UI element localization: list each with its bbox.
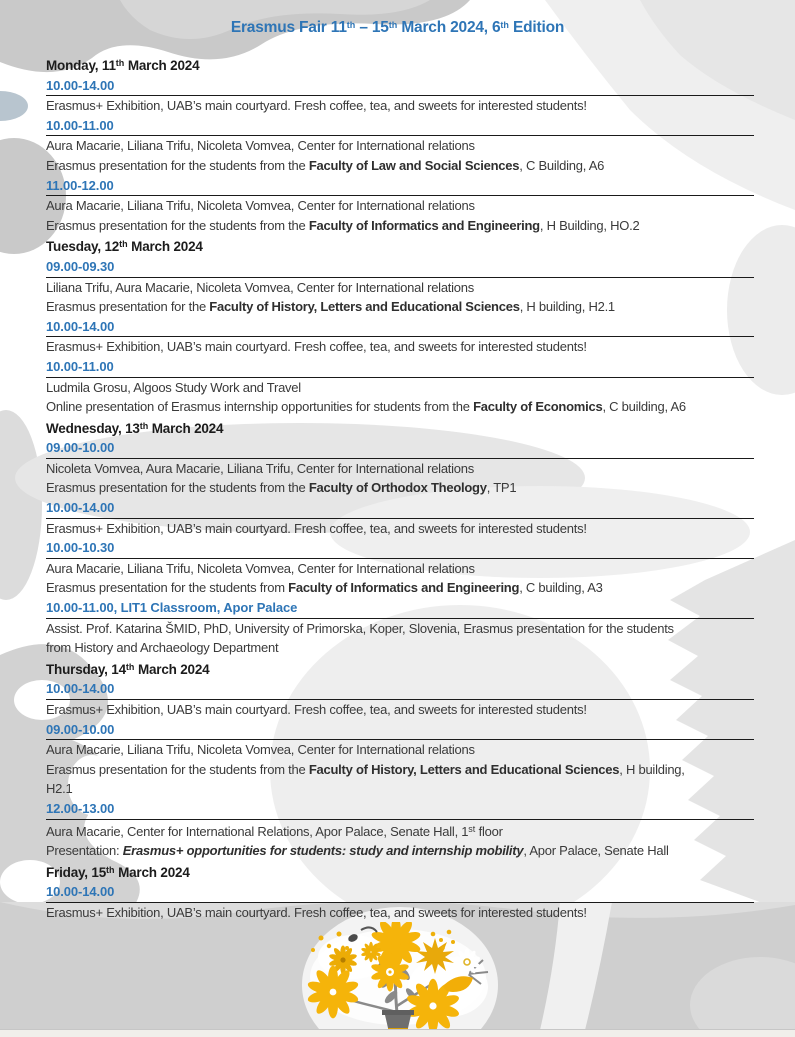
- time-slot-label: 10.00-10.30: [46, 540, 115, 556]
- time-slot-label: 10.00-11.00: [46, 358, 114, 374]
- event-description-block: [46, 277, 754, 317]
- event-description-block: [46, 195, 754, 235]
- time-slot-label: 10.00-11.00: [46, 117, 114, 133]
- event-description-line: Presentation: Erasmus+ opportunities for students: study and internship mobility, Apor Palace, Senate Hall: [46, 843, 669, 859]
- day-heading: Tuesday, 12th March 2024: [46, 239, 203, 255]
- event-description-line: H2.1: [46, 781, 73, 797]
- time-slot-label: 10.00-14.00: [46, 681, 115, 697]
- event-description-block: [46, 819, 754, 861]
- event-description-line: Erasmus presentation for the students from Faculty of Informatics and Engineering, C building, A3: [46, 580, 603, 596]
- event-description-block: [46, 518, 754, 539]
- event-description-line: Erasmus presentation for the students from the Faculty of Law and Social Sciences, C Building, A6: [46, 157, 605, 173]
- event-description-line: Liliana Trifu, Aura Macarie, Nicoleta Vomvea, Center for International relations: [46, 279, 475, 295]
- event-description-line: Aura Macarie, Liliana Trifu, Nicoleta Vomvea, Center for International relations: [46, 742, 475, 758]
- event-description-line: Aura Macarie, Liliana Trifu, Nicoleta Vomvea, Center for International relations: [46, 198, 475, 214]
- event-description-line: Aura Macarie, Liliana Trifu, Nicoleta Vomvea, Center for International relations: [46, 560, 475, 576]
- event-description-line: Assist. Prof. Katarina ŠMID, PhD, University of Primorska, Koper, Slovenia, Erasmus presentation for the students: [46, 620, 674, 636]
- time-slot-label: 10.00-14.00: [46, 318, 115, 334]
- flower-bouquet-illustration: [283, 922, 518, 1032]
- page-edge-strip: [0, 1029, 795, 1037]
- day-heading: Thursday, 14th March 2024: [46, 661, 210, 677]
- event-description-line: Erasmus presentation for the students from the Faculty of Orthodox Theology, TP1: [46, 480, 517, 496]
- event-description-block: [46, 135, 754, 175]
- time-slot-label: 10.00-14.00: [46, 77, 115, 93]
- event-description-block: [46, 902, 754, 923]
- event-description-line: Erasmus+ Exhibition, UAB’s main courtyard. Fresh coffee, tea, and sweets for interested students!: [46, 520, 587, 536]
- event-description-block: [46, 739, 754, 799]
- event-description-block: [46, 458, 754, 498]
- page-title: Erasmus Fair 11th – 15th March 2024, 6th Edition: [230, 19, 565, 36]
- schedule: [46, 54, 754, 923]
- time-slot-label: 10.00-11.00, LIT1 Classroom, Apor Palace: [46, 600, 298, 616]
- time-slot-label: 12.00-13.00: [46, 800, 115, 816]
- day-heading: Monday, 11th March 2024: [46, 58, 200, 73]
- event-description-line: Nicoleta Vomvea, Aura Macarie, Liliana Trifu, Center for International relations: [46, 460, 475, 476]
- event-description-block: [46, 336, 754, 357]
- event-description-line: Erasmus presentation for the students from the Faculty of History, Letters and Educational Sciences, H building,: [46, 761, 685, 777]
- event-description-line: Ludmila Grosu, Algoos Study Work and Travel: [46, 379, 301, 395]
- event-description-block: [46, 377, 754, 417]
- event-description-line: from History and Archaeology Department: [46, 640, 279, 656]
- event-description-line: Erasmus+ Exhibition, UAB’s main courtyard. Fresh coffee, tea, and sweets for interested students!: [46, 339, 587, 355]
- time-slot-label: 09.00-10.00: [46, 721, 115, 737]
- time-slot-label: 09.00-09.30: [46, 258, 115, 274]
- event-description-line: Erasmus+ Exhibition, UAB’s main courtyard. Fresh coffee, tea, and sweets for interested students!: [46, 904, 587, 920]
- time-slot-label: 10.00-14.00: [46, 500, 115, 516]
- day-heading: Friday, 15th March 2024: [46, 864, 190, 880]
- event-description-block: [46, 618, 754, 658]
- time-slot-label: 11.00-12.00: [46, 177, 114, 193]
- event-description-block: [46, 699, 754, 720]
- event-description-block: [46, 558, 754, 598]
- event-description-line: Aura Macarie, Center for International Relations, Apor Palace, Senate Hall, 1st floor: [46, 823, 503, 839]
- event-description-line: Erasmus+ Exhibition, UAB’s main courtyard. Fresh coffee, tea, and sweets for interested students!: [46, 702, 587, 717]
- event-description-line: Aura Macarie, Liliana Trifu, Nicoleta Vomvea, Center for International relations: [46, 138, 475, 154]
- event-description-line: Online presentation of Erasmus internship opportunities for students from the Faculty of Economics, C building, A6: [46, 399, 686, 415]
- event-description-line: Erasmus presentation for the Faculty of History, Letters and Educational Sciences, H building, H2.1: [46, 299, 615, 315]
- event-description-line: Erasmus presentation for the students from the Faculty of Informatics and Engineering, H Building, HO.2: [46, 217, 640, 233]
- event-description-block: [46, 95, 754, 116]
- day-heading: Wednesday, 13th March 2024: [46, 420, 224, 436]
- time-slot-label: 09.00-10.00: [46, 440, 115, 456]
- event-description-line: Erasmus+ Exhibition, UAB’s main courtyard. Fresh coffee, tea, and sweets for interested students!: [46, 98, 587, 114]
- time-slot-label: 10.00-14.00: [46, 884, 115, 900]
